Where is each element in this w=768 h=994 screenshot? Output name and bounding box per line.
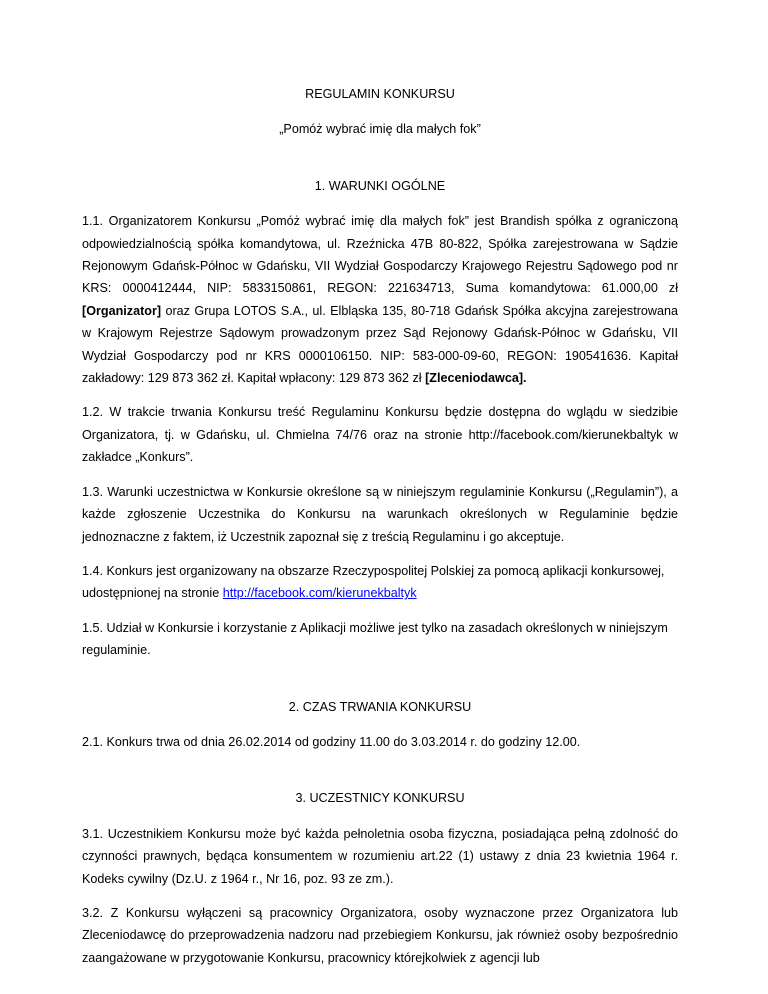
paragraph-3-1: 3.1. Uczestnikiem Konkursu może być każda pełnoletnia osoba fizyczna, posiadająca pełną zdolność do czynności prawnych, będąca konsumentem w rozumieniu art.22 (1) ustawy z dnia 23 kwietnia 1964 r. Kodeks cywilny (Dz.U. z 1964 r., Nr 16, poz. 93 ze zm.). (82, 826, 678, 886)
facebook-link[interactable]: http://facebook.com/kierunekbaltyk (222, 586, 417, 601)
client-label: [Zleceniodawca]. (425, 371, 527, 386)
section-heading-1: 1. WARUNKI OGÓLNE (314, 178, 446, 193)
paragraph-1-4 (82, 560, 678, 605)
document-title: REGULAMIN KONKURSU (305, 87, 455, 101)
paragraph-1-2: 1.2. W trakcie trwania Konkursu treść Regulaminu Konkursu będzie dostępna do wglądu w siedzibie Organizatora, tj. w Gdańsku, ul. Chmielna 74/76 oraz na stronie http://facebook.com/kierunekbaltyk w zakładce „Konkurs”. (82, 405, 678, 465)
paragraph-3-2: 3.2. Z Konkursu wyłączeni są pracownicy Organizatora, osoby wyznaczone przez Organizatora lub Zleceniodawcę do przeprowadzenia nadzoru nad przebiegiem Konkursu, jak również osoby bezpośrednio zaangażowane w przygotowanie Konkursu, pracownicy którejkolwiek z agencji lub (82, 905, 678, 965)
section-heading-2: 2. CZAS TRWANIA KONKURSU (288, 699, 472, 714)
paragraph-1-1 (82, 210, 678, 389)
paragraph-1-1-text-a: 1.1. Organizatorem Konkursu „Pomóż wybrać imię dla małych fok” jest Brandish spółka z ograniczoną odpowiedzialnością spółka komandytowa, ul. Rzeźnicka 47B 80-822, Spółka zarejestrowana w Sądzie Rejonowym Gdańsk-Północ w Gdańsku, VII Wydział Gospodarczy Krajowego Rejestru Sądowego pod nr KRS: 0000412444, NIP: 5833150861, REGON: 221634713, Suma komandytowa: 61.000,00 zł (82, 214, 678, 296)
paragraph-1-1-text-c: oraz Grupa LOTOS S.A., ul. Elbląska 135, 80-718 Gdańsk Spółka akcyjna zarejestrowana w Krajowym Rejestrze Sądowym prowadzonym przez Sąd Rejonowy Gdańsk-Północ w Gdańsku, VII Wydział Gospodarczy pod nr KRS 0000106150. NIP: 583-000-09-60, REGON: 190541636. Kapitał zakładowy: 129 873 362 zł. Kapitał wpłacony: 129 873 362 zł (82, 303, 678, 386)
paragraph-2-1: 2.1. Konkurs trwa od dnia 26.02.2014 od godziny 11.00 do 3.03.2014 r. do godziny 12.00. (82, 734, 581, 749)
organizer-label: [Organizator] (82, 303, 162, 318)
paragraph-1-4-text: 1.4. Konkurs jest organizowany na obszarze Rzeczypospolitej Polskiej za pomocą aplikacji konkursowej, udostępnionej na stronie (82, 563, 665, 601)
paragraph-1-5: 1.5. Udział w Konkursie i korzystanie z Aplikacji możliwe jest tylko na zasadach określonych w niniejszym regulaminie. (82, 620, 668, 658)
paragraph-1-3: 1.3. Warunki uczestnictwa w Konkursie określone są w niniejszym regulaminie Konkursu („Regulamin”), a każde zgłoszenie Uczestnika do Konkursu na warunkach określonych w Regulaminie będzie jednoznaczne z faktem, iż Uczestnik zapoznał się z treścią Regulaminu i go akceptuje. (82, 484, 678, 544)
document-subtitle: „Pomóż wybrać imię dla małych fok” (279, 122, 481, 137)
section-heading-3: 3. UCZESTNICY KONKURSU (295, 791, 465, 806)
